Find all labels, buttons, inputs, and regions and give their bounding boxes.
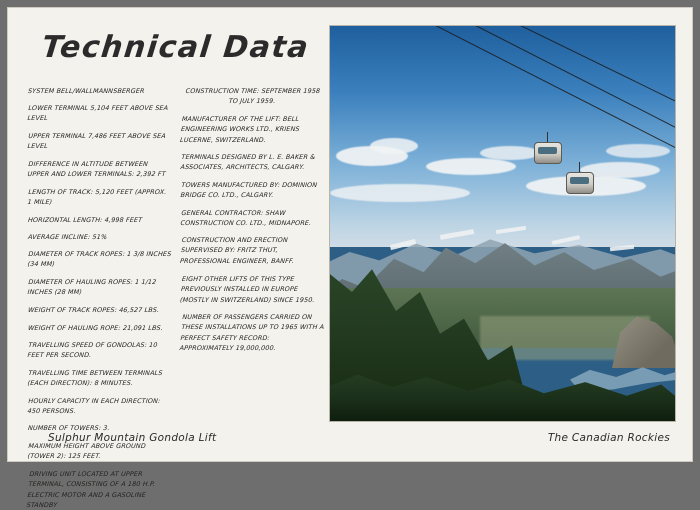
snow-patch <box>610 245 634 251</box>
caption-left: Sulphur Mountain Gondola Lift <box>48 432 217 444</box>
cloud <box>606 144 670 158</box>
postcard <box>8 8 692 509</box>
snow-patch <box>552 235 580 245</box>
spec-item: DRIVING UNIT LOCATED AT UPPER TERMINAL, CONSISTING OF A 180 H.P. ELECTRIC MOTOR AND A GASOLINE STANDBY <box>26 469 156 509</box>
spec-item: CONSTRUCTION TIME: SEPTEMBER 1958 TO JULY 1959. <box>185 87 321 106</box>
gondola-cabin <box>534 142 562 164</box>
spec-item: SYSTEM BELL/WALLMANNSBERGER <box>27 87 145 95</box>
spec-item: AVERAGE INCLINE: 51% <box>27 233 108 242</box>
cabin-window <box>570 177 589 184</box>
caption-right: The Canadian Rockies <box>547 432 670 444</box>
spec-column-right <box>181 86 324 416</box>
spec-item: UPPER TERMINAL 7,486 FEET ABOVE SEA LEVEL <box>27 132 167 151</box>
snow-patch <box>496 226 526 234</box>
spec-item: HORIZONTAL LENGTH: 4,998 FEET <box>27 215 143 224</box>
page-title: Technical Data <box>40 30 312 65</box>
spec-item: CONSTRUCTION AND ERECTION SUPERVISED BY: FRITZ THUT, PROFESSIONAL ENGINEER, BANFF. <box>179 236 295 266</box>
cloud <box>426 158 516 175</box>
spec-item: TERMINALS DESIGNED BY L. E. BAKER & ASSOCIATES, ARCHITECTS, CALGARY. <box>180 153 316 172</box>
cabin-hanger <box>579 162 580 172</box>
spec-item: HOURLY CAPACITY IN EACH DIRECTION: 450 PERSONS. <box>27 396 161 415</box>
cabin-hanger <box>547 132 548 142</box>
spec-item: TOWERS MANUFACTURED BY: DOMINION BRIDGE CO. LTD., CALGARY. <box>180 180 318 200</box>
spec-item: TRAVELLING SPEED OF GONDOLAS: 10 FEET PER SECOND. <box>27 340 158 360</box>
spec-item: NUMBER OF TOWERS: 3. <box>27 424 111 433</box>
spec-item: EIGHT OTHER LIFTS OF THIS TYPE PREVIOUSLY INSTALLED IN EUROPE (MOSTLY IN SWITZERLAND) SINCE 1950. <box>179 274 316 304</box>
spec-item: WEIGHT OF TRACK ROPES: 46,527 LBS. <box>27 306 160 315</box>
spec-item: WEIGHT OF HAULING ROPE: 21,091 LBS. <box>27 323 164 332</box>
spec-item: DIAMETER OF HAULING ROPES: 1 1/12 INCHES (28 MM) <box>27 278 157 297</box>
spec-item: NUMBER OF PASSENGERS CARRIED ON THESE INSTALLATIONS UP TO 1965 WITH A PERFECT SAFETY RECORD: APPROXIMATELY 19,000,000. <box>179 312 325 353</box>
spec-item: MANUFACTURER OF THE LIFT: BELL ENGINEERING WORKS LTD., KRIENS LUCERNE, SWITZERLAND. <box>179 114 300 144</box>
spec-item: TRAVELLING TIME BETWEEN TERMINALS (EACH DIRECTION): 8 MINUTES. <box>27 368 163 388</box>
spec-item: DIAMETER OF TRACK ROPES: 1 3/8 INCHES (34 MM) <box>27 250 172 269</box>
spec-item: LOWER TERMINAL 5,104 FEET ABOVE SEA LEVEL <box>27 104 169 123</box>
spec-item: DIFFERENCE IN ALTITUDE BETWEEN UPPER AND LOWER TERMINALS: 2,392 FT <box>27 160 167 179</box>
gondola-cabin <box>566 172 594 194</box>
cabin-window <box>538 147 557 154</box>
spec-item: LENGTH OF TRACK: 5,120 FEET (APPROX. 1 MILE) <box>27 187 167 207</box>
cloud <box>370 138 418 154</box>
spec-item: GENERAL CONTRACTOR: SHAW CONSTRUCTION CO. LTD., MIDNAPORE. <box>180 208 312 228</box>
snow-patch <box>440 229 474 240</box>
spec-item: MAXIMUM HEIGHT ABOVE GROUND (TOWER 2): 125 FEET. <box>27 441 147 461</box>
gondola-photo <box>330 26 675 421</box>
cloud <box>480 146 540 160</box>
